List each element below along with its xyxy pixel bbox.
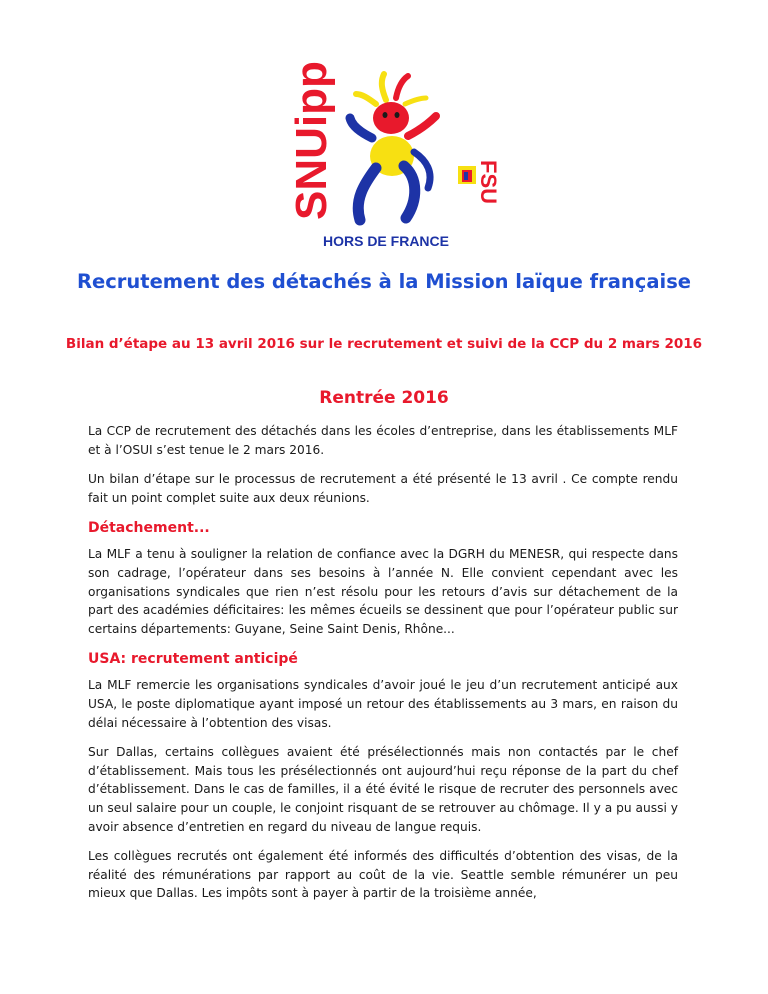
logo-graphic: [268, 60, 501, 260]
logo-fsu-text: FSU: [476, 160, 501, 204]
usa-paragraph-1: La MLF remercie les organisations syndicales d’avoir joué le jeu d’un recrutement anticipé aux USA, le poste diplomatique ayant imposé un retour des établissements au 3 mars, en raison du délai nécessaire à l’obtention des visas.: [88, 678, 678, 730]
usa-paragraph-3: Les collègues recrutés ont également été informés des difficultés d’obtention des visas, de la réalité des rémunérations par rapport au coût de la vie. Seattle semble rémunérer un peu mieux que Dallas. Les impôts sont à payer à partir de la troisième année,: [88, 849, 678, 901]
intro-paragraph-1: La CCP de recrutement des détachés dans les écoles d’entreprise, dans les établissements MLF et à l’OSUI s’est tenue le 2 mars 2016.: [88, 424, 678, 457]
document-subtitle: Bilan d’étape au 13 avril 2016 sur le recrutement et suivi de la CCP du 2 mars 2016: [65, 336, 703, 352]
document-title: Recrutement des détachés à la Mission laïque française: [76, 270, 692, 293]
section-title-rentree: Rentrée 2016: [319, 388, 449, 408]
logo-snuipp-text: SNUipp: [287, 61, 336, 220]
child-figure-icon: [350, 74, 436, 220]
fsu-badge-icon: [458, 166, 476, 184]
heading-usa: USA: recrutement anticipé: [88, 651, 298, 668]
usa-paragraph-2: Sur Dallas, certains collègues avaient été présélectionnés mais non contactés par le chef d’établissement. Mais tous les présélectionnés ont aujourd’hui reçu réponse de la part du chef d’établissement. Dans le cas de familles, il a été évité le risque de recruter des personnels avec un seul salaire pour un couple, le conjoint risquant de se retrouver au chômage. Il y a pu aussi y avoir absence d’entretien en regard du niveau de langue requis.: [88, 745, 678, 834]
document-body: [88, 422, 678, 914]
detachement-paragraph: La MLF a tenu à souligner la relation de confiance avec la DGRH du MENESR, qui respecte dans son cadrage, l’opérateur dans ses besoins à l’année N. Elle convient cependant avec les organisations syndicales que rien n’est résolu pour les retours d’avis sur détachement de la part des académies déficitaires: les mêmes écueils se dessinent que pour l’opérateur public sur certains départements: Guyane, Seine Saint Denis, Rhône...: [88, 547, 678, 636]
logo-caption: HORS DE FRANCE: [322, 233, 450, 249]
intro-paragraph-2: Un bilan d’étape sur le processus de recrutement a été présenté le 13 avril . Ce compte rendu fait un point complet suite aux deux réunions.: [88, 472, 678, 505]
heading-detachement: Détachement...: [88, 520, 210, 537]
snuipp-fsu-logo: [268, 60, 501, 260]
